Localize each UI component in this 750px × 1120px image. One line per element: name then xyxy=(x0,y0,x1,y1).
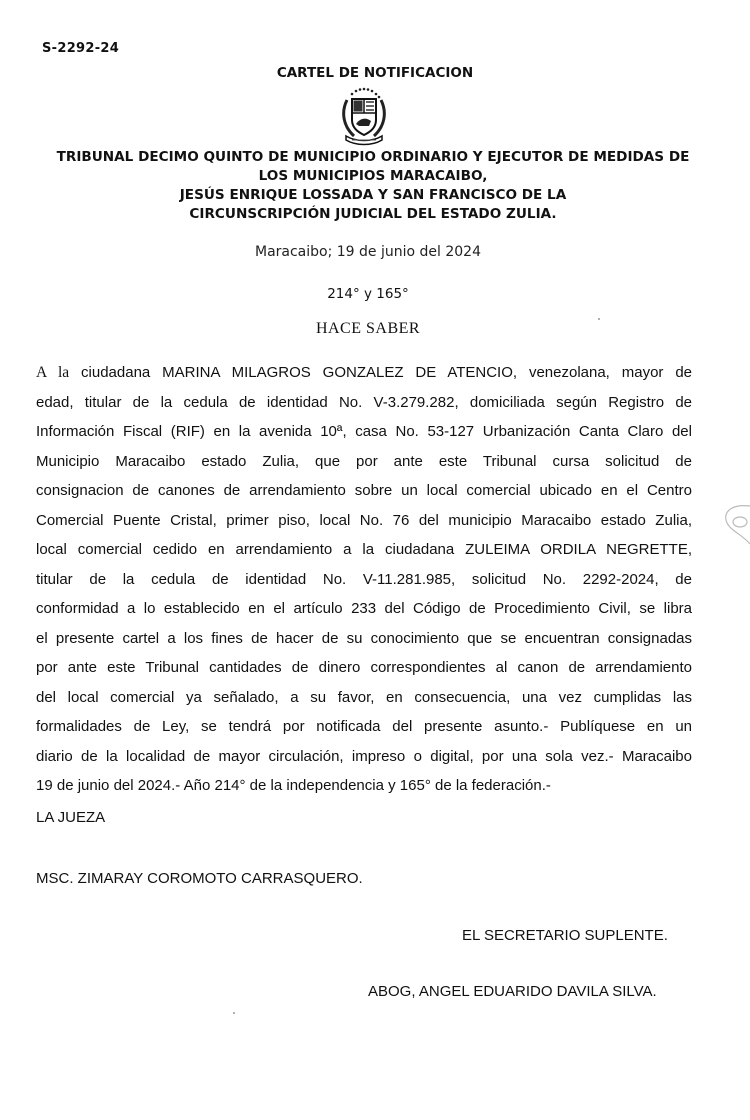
body-line: titular de la cedula de identidad No. V-11.281.985, solicitud No. 2292-2024, de xyxy=(36,570,692,588)
scan-speck xyxy=(598,318,600,320)
scan-fold-mark xyxy=(712,500,750,548)
secretary-title: EL SECRETARIO SUPLENTE. xyxy=(462,927,668,944)
scan-speck xyxy=(233,1012,235,1014)
body-line: local comercial cedido en arrendamiento a la ciudadana ZULEIMA ORDILA NEGRETTE, xyxy=(36,541,692,558)
tribunal-heading xyxy=(20,148,726,224)
case-reference: S-2292-24 xyxy=(42,41,120,56)
section-heading: HACE SABER xyxy=(315,320,421,337)
document-date: Maracaibo; 19 de junio del 2024 xyxy=(254,244,481,260)
notification-body xyxy=(36,358,692,801)
tribunal-line: CIRCUNSCRIPCIÓN JUDICIAL DEL ESTADO ZULIA. xyxy=(189,206,557,222)
body-line: 19 de junio del 2024.- Año 214° de la independencia y 165° de la federación.- xyxy=(36,777,551,794)
tribunal-line: JESÚS ENRIQUE LOSSADA Y SAN FRANCISCO DE LA xyxy=(179,187,567,203)
judge-name: MSC. ZIMARAY COROMOTO CARRASQUERO. xyxy=(36,870,363,887)
secretary-name: ABOG, ANGEL EDUARIDO DAVILA SILVA. xyxy=(368,983,657,1000)
body-lead-word: A la xyxy=(36,364,70,381)
body-line: formalidades de Ley, se tendrá por notificada del presente asunto.- Publíquese en un xyxy=(36,718,692,735)
body-line: Municipio Maracaibo estado Zulia, que por ante este Tribunal cursa solicitud de xyxy=(36,452,692,470)
body-line: Comercial Puente Cristal, primer piso, local No. 76 del municipio Maracaibo estado Zulia, xyxy=(36,511,692,529)
document-years: 214° y 165° xyxy=(327,286,409,302)
tribunal-line: TRIBUNAL DECIMO QUINTO DE MUNICIPIO ORDINARIO Y EJECUTOR DE MEDIDAS DE xyxy=(56,149,690,165)
tribunal-line: LOS MUNICIPIOS MARACAIBO, xyxy=(258,168,488,184)
body-line: del local comercial ya señalado, a su favor, en consecuencia, una vez cumplidas las xyxy=(36,688,692,706)
coat-of-arms-icon xyxy=(338,86,390,146)
body-line-text: ciudadana MARINA MILAGROS GONZALEZ DE ATENCIO, venezolana, mayor de xyxy=(69,364,693,381)
document-title: CARTEL DE NOTIFICACION xyxy=(276,65,474,81)
body-line: Información Fiscal (RIF) en la avenida 10ª, casa No. 53-127 Urbanización Canta Claro del xyxy=(36,423,692,440)
body-line: consignacion de canones de arrendamiento sobre un local comercial ubicado en el Centro xyxy=(36,482,692,499)
body-line: por ante este Tribunal cantidades de dinero correspondientes al canon de arrendamiento xyxy=(36,659,692,676)
judge-title: LA JUEZA xyxy=(36,809,106,826)
body-line: conformidad a lo establecido en el artículo 233 del Código de Procedimiento Civil, se libra xyxy=(36,600,692,617)
body-line: el presente cartel a los fines de hacer de su conocimiento que se encuentran consignadas xyxy=(36,629,692,647)
body-line: diario de la localidad de mayor circulación, impreso o digital, por una sola vez.- Maracaibo xyxy=(36,747,692,765)
body-line xyxy=(36,358,692,388)
body-line: edad, titular de la cedula de identidad No. V-3.279.282, domiciliada según Registro de xyxy=(36,393,692,411)
